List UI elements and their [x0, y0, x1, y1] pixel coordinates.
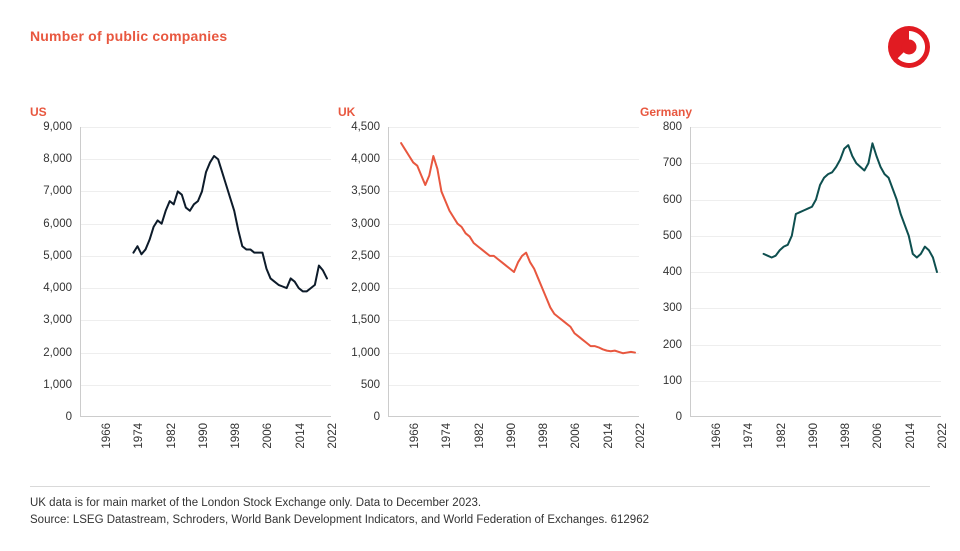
chart-title-uk: UK: [338, 105, 356, 119]
y-tick-uk-3: 1,500: [351, 314, 380, 327]
x-tick-us-0: 1966: [101, 423, 114, 449]
x-tick-us-5: 2006: [262, 423, 275, 449]
y-tick-germany-6: 600: [662, 193, 682, 206]
y-tick-us-3: 3,000: [43, 314, 72, 327]
plot-area-us: [80, 127, 331, 417]
y-tick-germany-7: 700: [662, 157, 682, 170]
y-tick-us-6: 6,000: [43, 217, 72, 230]
x-tick-uk-5: 2006: [570, 423, 583, 449]
y-tick-us-8: 8,000: [43, 153, 72, 166]
plot-area-uk: [388, 127, 639, 417]
x-tick-uk-0: 1966: [409, 423, 422, 449]
footnote-source: Source: LSEG Datastream, Schroders, World Bank Development Indicators, and World Federation of Exchanges. 612962: [30, 514, 649, 526]
plot-area-germany: [690, 127, 941, 417]
x-tick-germany-1: 1974: [743, 423, 756, 449]
x-tick-uk-4: 1998: [538, 423, 551, 449]
x-tick-us-6: 2014: [294, 423, 307, 449]
y-tick-us-1: 1,000: [43, 378, 72, 391]
x-axis-labels-us: [80, 423, 339, 485]
series-line-uk: [389, 127, 639, 417]
y-tick-uk-2: 1,000: [351, 346, 380, 359]
x-tick-germany-7: 2022: [936, 423, 949, 449]
x-tick-uk-6: 2014: [602, 423, 615, 449]
data-line: [401, 143, 635, 353]
y-axis-labels-germany: [640, 121, 686, 423]
chart-title-us: US: [30, 105, 47, 119]
series-line-germany: [691, 127, 941, 417]
x-tick-uk-7: 2022: [634, 423, 647, 449]
chart-panel-germany: [640, 105, 949, 485]
y-axis-labels-uk: [338, 121, 384, 423]
y-tick-us-7: 7,000: [43, 185, 72, 198]
page-title: Number of public companies: [30, 28, 228, 44]
y-tick-us-0: 0: [65, 411, 72, 423]
y-tick-uk-0: 0: [373, 411, 380, 423]
y-tick-germany-2: 200: [662, 338, 682, 351]
y-tick-us-2: 2,000: [43, 346, 72, 359]
x-tick-uk-1: 1974: [441, 423, 454, 449]
chart-title-germany: Germany: [640, 105, 693, 119]
chart-panel-us: [30, 105, 339, 485]
y-tick-germany-0: 0: [675, 411, 682, 423]
y-tick-us-9: 9,000: [43, 121, 72, 133]
x-tick-germany-6: 2014: [904, 423, 917, 449]
x-tick-uk-2: 1982: [473, 423, 486, 449]
x-tick-us-1: 1974: [133, 423, 146, 449]
footnote-data-note: UK data is for main market of the London Stock Exchange only. Data to December 2023.: [30, 497, 482, 509]
x-tick-germany-0: 1966: [711, 423, 724, 449]
y-tick-germany-3: 300: [662, 302, 682, 315]
footnotes: [30, 486, 930, 529]
y-tick-uk-8: 4,000: [351, 153, 380, 166]
data-line: [133, 156, 327, 291]
y-tick-uk-4: 2,000: [351, 282, 380, 295]
x-tick-us-4: 1998: [230, 423, 243, 449]
x-axis-labels-germany: [690, 423, 949, 485]
y-tick-uk-6: 3,000: [351, 217, 380, 230]
y-tick-germany-5: 500: [662, 229, 682, 242]
y-tick-us-4: 4,000: [43, 282, 72, 295]
x-tick-germany-3: 1990: [807, 423, 820, 449]
data-line: [764, 143, 937, 272]
schroders-logo: [886, 24, 932, 70]
x-tick-uk-3: 1990: [505, 423, 518, 449]
x-tick-us-7: 2022: [326, 423, 339, 449]
y-axis-labels-us: [30, 121, 76, 423]
y-tick-germany-4: 400: [662, 266, 682, 278]
x-tick-germany-5: 2006: [872, 423, 885, 449]
y-tick-uk-9: 4,500: [351, 121, 380, 133]
y-tick-us-5: 5,000: [43, 249, 72, 262]
y-tick-uk-1: 500: [360, 378, 380, 391]
x-tick-us-3: 1990: [197, 423, 210, 449]
y-tick-uk-5: 2,500: [351, 249, 380, 262]
y-tick-uk-7: 3,500: [351, 185, 380, 198]
y-tick-germany-1: 100: [662, 374, 682, 387]
x-tick-us-2: 1982: [165, 423, 178, 449]
chart-panel-uk: [338, 105, 647, 485]
y-tick-germany-8: 800: [662, 121, 682, 133]
x-axis-labels-uk: [388, 423, 647, 485]
x-tick-germany-2: 1982: [775, 423, 788, 449]
series-line-us: [81, 127, 331, 417]
x-tick-germany-4: 1998: [840, 423, 853, 449]
